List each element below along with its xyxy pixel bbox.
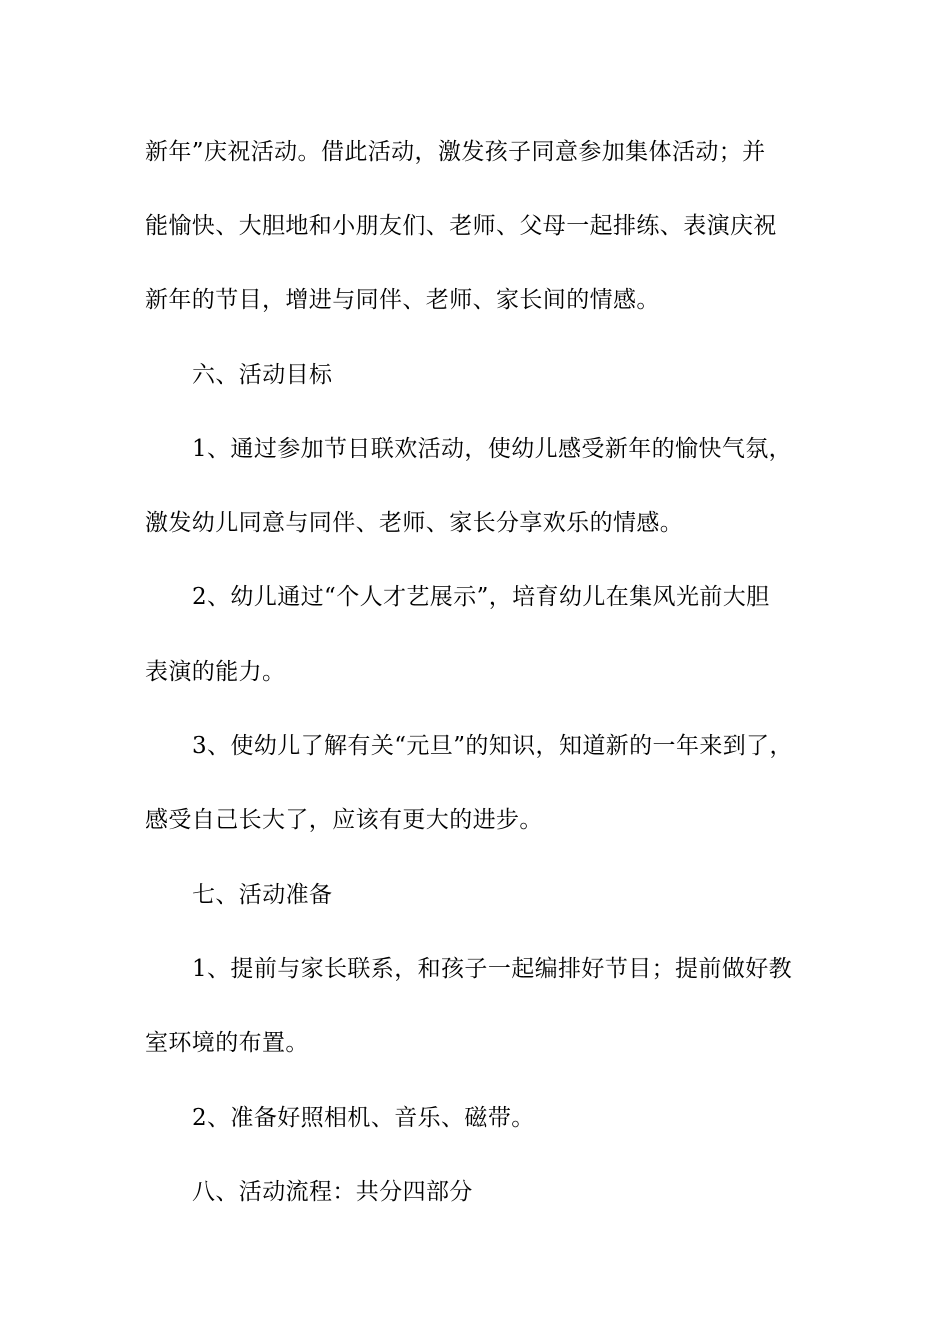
- section-heading-goals: 六、活动目标: [192, 362, 333, 388]
- prep-item-1-line-1: 1、提前与家长联系，和孩子一起编排好节目；提前做好教: [192, 956, 793, 982]
- prep-item-1-line-2: 室环境的布置。: [145, 1030, 309, 1056]
- goal-item-1-line-1: 1、通过参加节日联欢活动，使幼儿感受新年的愉快气氛，: [192, 436, 793, 462]
- goal-item-1-line-2: 激发幼儿同意与同伴、老师、家长分享欢乐的情感。: [145, 510, 684, 536]
- goal-item-3-line-1: 3、使幼儿了解有关“元旦”的知识，知道新的一年来到了，: [192, 733, 793, 759]
- section-heading-preparation: 七、活动准备: [192, 882, 333, 908]
- paragraph-line-3: 新年的节目，增进与同伴、老师、家长间的情感。: [145, 287, 660, 313]
- paragraph-line-1: 新年”庆祝活动。借此活动，激发孩子同意参加集体活动；并: [145, 139, 766, 165]
- goal-item-2-line-2: 表演的能力。: [145, 659, 286, 685]
- goal-item-3-line-2: 感受自己长大了，应该有更大的进步。: [145, 807, 543, 833]
- prep-item-2: 2、准备好照相机、音乐、磁带。: [192, 1105, 535, 1131]
- goal-item-2-line-1: 2、幼儿通过“个人才艺展示”，培育幼儿在集风光前大胆: [192, 584, 770, 610]
- paragraph-line-2: 能愉快、大胆地和小朋友们、老师、父母一起排练、表演庆祝: [145, 213, 777, 239]
- section-heading-process: 八、活动流程：共分四部分: [192, 1179, 473, 1205]
